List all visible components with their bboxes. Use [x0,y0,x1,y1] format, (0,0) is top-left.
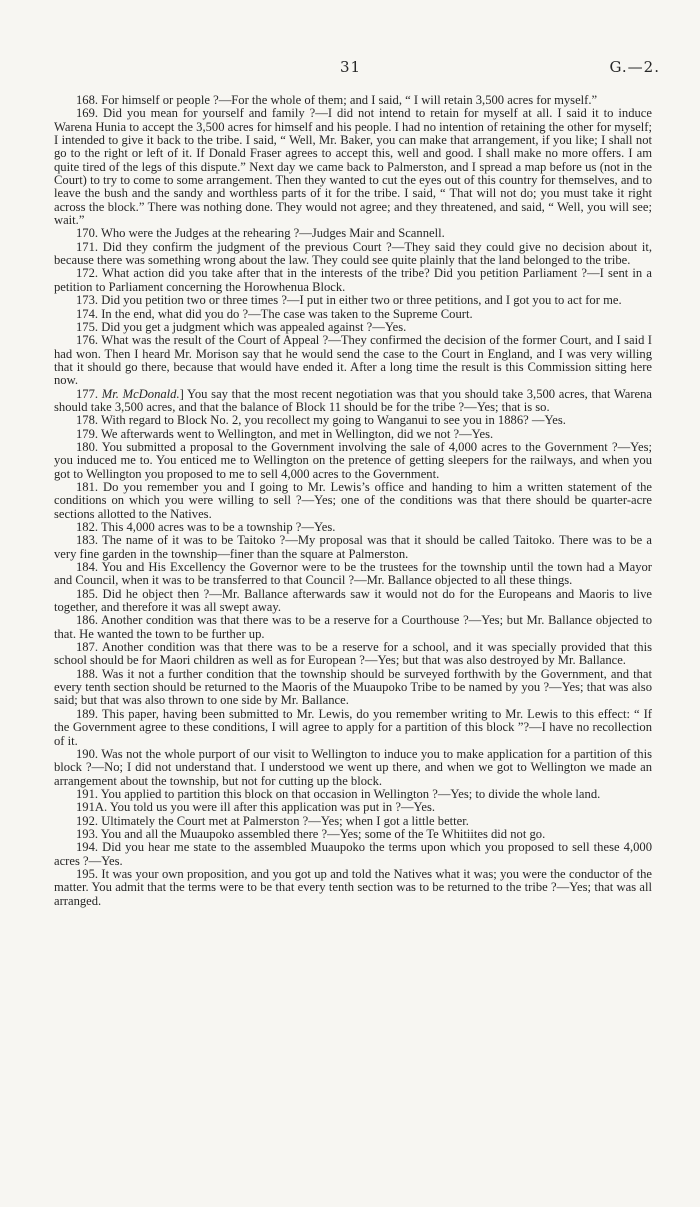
paragraph-182: 182. This 4,000 acres was to be a township ?—Yes. [76,520,336,534]
paragraph-170: 170. Who were the Judges at the rehearing ?—Judges Mair and Scannell. [76,226,445,241]
paragraph-180: 180. You submitted a proposal to the Government involving the sale of 4,000 acres to the Government ?—Yes; you induced me to. You enticed me to Wellington on the pretence of getting sleepers for the railways, and when you got to Wellington you proposed to me to sell 4,000 acres to the Government. [54,439,652,481]
paragraph-181: 181. Do you remember you and I going to Mr. Lewis’s office and handing to him a written statement of the conditions on which you were willing to sell ?—Yes; one of the conditions was that there should be quarter-acre sections allotted to the Natives. [54,479,652,521]
paragraph-179: 179. We afterwards went to Wellington, and met in Wellington, did we not ?—Yes. [76,426,494,441]
paragraph-187: 187. Another condition was that there was to be a reserve for a school, and it was specially provided that this school should be for Maori children as well as for European ?—Yes; but that was also destroyed by Mr. Ballance. [54,640,652,668]
page-number: 31 [340,58,362,76]
paragraph-194: 194. Did you hear me state to the assembled Muaupoko the terms upon which you proposed to sell these 4,000 acres ?—Yes. [54,840,652,868]
paragraph-174: 174. In the end, what did you do ?—The case was taken to the Supreme Court. [76,306,473,321]
paragraph-191: 191. You applied to partition this block on that occasion in Wellington ?—Yes; to divide the whole land. [76,786,601,801]
paragraph-183: 183. The name of it was to be Taitoko ?—My proposal was that it should be called Taitoko. There was to be a very fine garden in the township—finer than the square at Palmerston. [54,533,652,561]
paragraph-172: 172. What action did you take after that in the interests of the tribe? Did you petition Parliament ?—I sent in a petition to Parliament concerning the Horowhenua Block. [54,266,652,294]
paragraph-173: 173. Did you petition two or three times ?—I put in either two or three petitions, and I got you to act for me. [76,293,622,308]
paragraph-171: 171. Did they confirm the judgment of the previous Court ?—They said they could give no decision about it, because there was something wrong about the law. They could see quite plainly that the land belonged to the tribe. [54,239,652,268]
paragraph-175: 175. Did you get a judgment which was appealed against ?—Yes. [76,319,407,334]
paragraph-188: 188. Was it not a further condition that the township should be surveyed forthwith by the Government, and that every tenth section should be returned to the Maoris of the Muaupoko Tribe to be named by you ?—Yes; that was also said; but that was also thrown to one side by Mr. Ballance. [54,666,652,708]
paragraph-192: 192. Ultimately the Court met at Palmerston ?—Yes; when I got a little better. [76,813,469,828]
paragraph-177: 177. Mr. McDonald.] You say that the most recent negotiation was that you should take 3,500 acres, that Warena should take 3,500 acres, and that the balance of Block 11 should be for the tribe ?—Yes; that is so. [54,386,652,414]
paragraph-184: 184. You and His Excellency the Governor were to be the trustees for the township until the town had a Mayor and Council, when it was to be transferred to that Council ?—Mr. Ballance objected to all these things. [54,560,652,588]
paragraph-176: 176. What was the result of the Court of Appeal ?—They confirmed the decision of the former Court, and I said I had won. Then I heard Mr. Morison say that he would send the case to the Court in England, and I was very willing that it should go there, because that would have ended it. After a long time the result is this Commission sitting here now. [54,333,652,388]
document-reference: G.—2. [609,58,660,76]
paragraph-178: 178. With regard to Block No. 2, you recollect my going to Wanganui to see you in 1886? —Yes. [76,413,566,428]
paragraph-190: 190. Was not the whole purport of our visit to Wellington to induce you to make application for a partition of this block ?—No; I did not understand that. I understood we went up there, and when we got to Wellington we made an arrangement about the township, but not for cutting up the block. [54,746,652,788]
paragraph-195: 195. It was your own proposition, and you got up and told the Natives what it was; you were the conductor of the matter. You admit that the terms were to be that every tenth section was to be returned to the tribe ?—Yes; that was all arranged. [54,866,652,908]
paragraph-191a: 191A. You told us you were ill after this application was put in ?—Yes. [76,800,436,815]
paragraph-193: 193. You and all the Muaupoko assembled there ?—Yes; some of the Te Whitiites did not go. [76,826,546,841]
paragraph-168: 168. For himself or people ?—For the whole of them; and I said, “ I will retain 3,500 acres for myself.” [76,93,598,107]
page-header [0,58,700,78]
paragraph-169: 169. Did you mean for yourself and family ?—I did not intend to retain for myself at all. I said it to induce Warena Hunia to accept the 3,500 acres for himself and his people. I had no intention of retaining the other for myself; I intended to give it back to the tribe. I said, “ Well, Mr. Baker, you can make that arrangement, if you like; I shall not go to the right or left of it. If Donald Fraser agrees to accept this, well and good. I shall make no more offers. I am quite tired of the legs of this dispute.” Next day we came back to Palmerston, and I spread a map before us (not in the Court) to try to come to some arrangement. Then they wanted to cut the eyes out of this country for themselves, and to leave the bush and the sandy and worthless parts of it for the tribe. I said, “ That will not do; you must take it right across the block.” There was nothing done. They would not agree; and they threatened, and said, “ Well, you will see; wait.” [54,106,652,228]
paragraph-186: 186. Another condition was that there was to be a reserve for a Courthouse ?—Yes; but Mr. Ballance objected to that. He wanted the town to be further up. [54,613,652,641]
body-text [54,94,652,908]
paragraph-189: 189. This paper, having been submitted to Mr. Lewis, do you remember writing to Mr. Lewis to this effect: “ If the Government agree to these conditions, I will agree to apply for a partition of this block ”?—I have no recollection of it. [54,706,652,748]
paragraph-185: 185. Did he object then ?—Mr. Ballance afterwards saw it would not do for the Europeans and Maoris to live together, and therefore it was all swept away. [54,586,652,615]
